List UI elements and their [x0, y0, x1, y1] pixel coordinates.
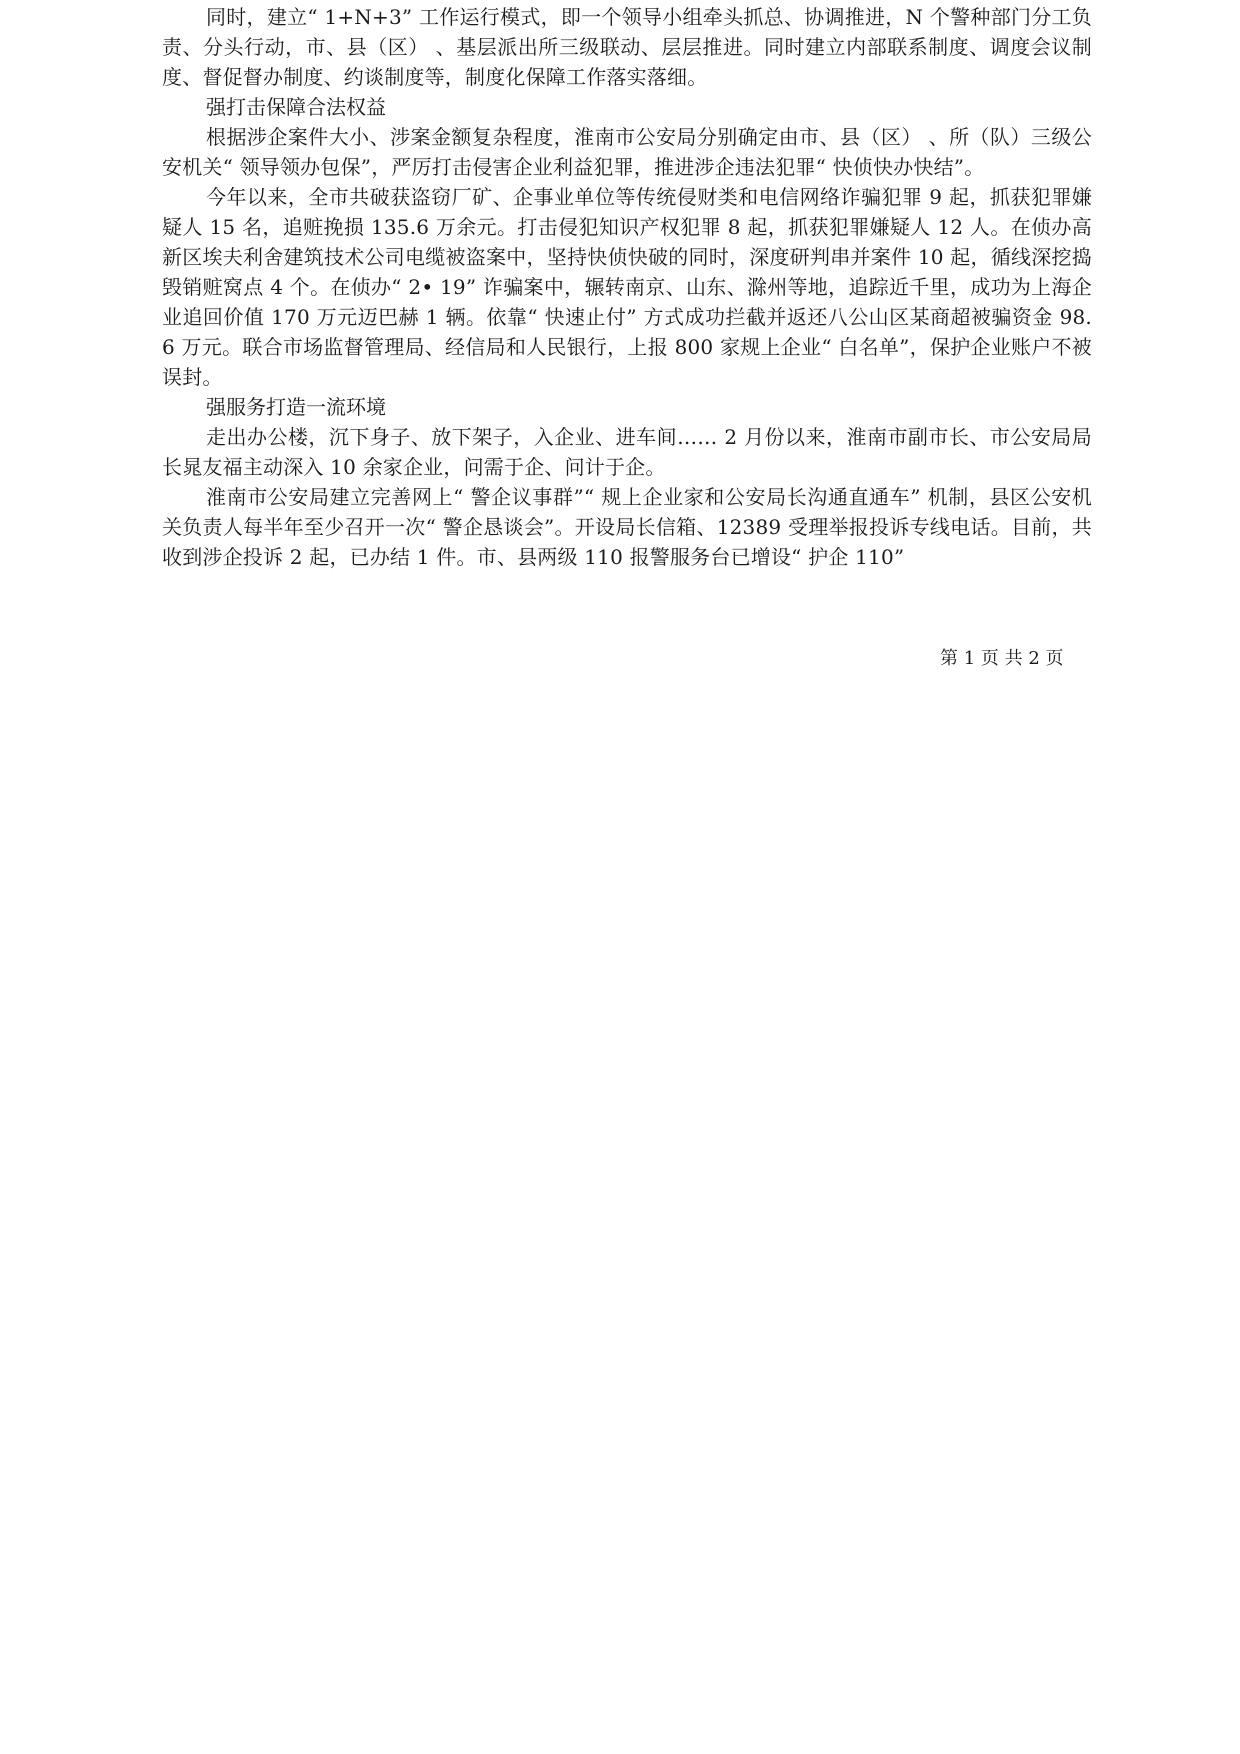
paragraph-case-results: 今年以来，全市共破获盗窃厂矿、企事业单位等传统侵财类和电信网络诈骗犯罪 9 起，抓获犯罪嫌疑人 15 名，追赃挽损 135.6 万余元。打击侵犯知识产权犯罪 8 起，抓获犯罪嫌疑人 12 人。在侦办高新区埃夫利舍建筑技术公司电缆被盗案中，坚持快侦快破的同时，深度研判串并案件 10 起，循线深挖捣毁销赃窝点 4 个。在侦办“ 2• 19” 诈骗案中，辗转南京、山东、滁州等地，追踪近千里，成功为上海企业追回价值 170 万元迈巴赫 1 辆。依靠“ 快速止付” 方式成功拦截并返还八公山区某商超被骗资金 98.6 万元。联合市场监督管理局、经信局和人民银行，上报 800 家规上企业“ 白名单”，保护企业账户不被误封。: [162, 185, 1092, 389]
paragraph-enterprise-visits: 走出办公楼，沉下身子、放下架子，入企业、进车间…… 2 月份以来，淮南市副市长、市公安局局长晁友福主动深入 10 余家企业，问需于企、问计于企。: [162, 425, 1092, 479]
paragraph-work-mode: 同时，建立“ 1+N+3” 工作运行模式，即一个领导小组牵头抓总、协调推进，N 个警种部门分工负责、分头行动，市、县（区） 、基层派出所三级联动、层层推进。同时建立内部联系制度、调度会议制度、督促督办制度、约谈制度等，制度化保障工作落实落细。: [162, 5, 1092, 89]
document-body: [162, 2, 1092, 572]
section-heading-crackdown: 强打击保障合法权益: [206, 95, 386, 119]
paragraph-case-leadership: 根据涉企案件大小、涉案金额复杂程度，淮南市公安局分别确定由市、县（区） 、所（队）三级公安机关“ 领导领办包保”，严厉打击侵害企业利益犯罪，推进涉企违法犯罪“ 快侦快办快结”。: [162, 125, 1092, 179]
section-heading-service: 强服务打造一流环境: [206, 395, 386, 419]
page-number-footer: 第 1 页 共 2 页: [940, 648, 1064, 669]
paragraph-communication-mechanism: 淮南市公安局建立完善网上“ 警企议事群”“ 规上企业家和公安局长沟通直通车” 机制，县区公安机关负责人每半年至少召开一次“ 警企恳谈会”。开设局长信箱、12389 受理举报投诉专线电话。目前，共收到涉企投诉 2 起，已办结 1 件。市、县两级 110 报警服务台已增设“ 护企 110”: [162, 485, 1092, 569]
